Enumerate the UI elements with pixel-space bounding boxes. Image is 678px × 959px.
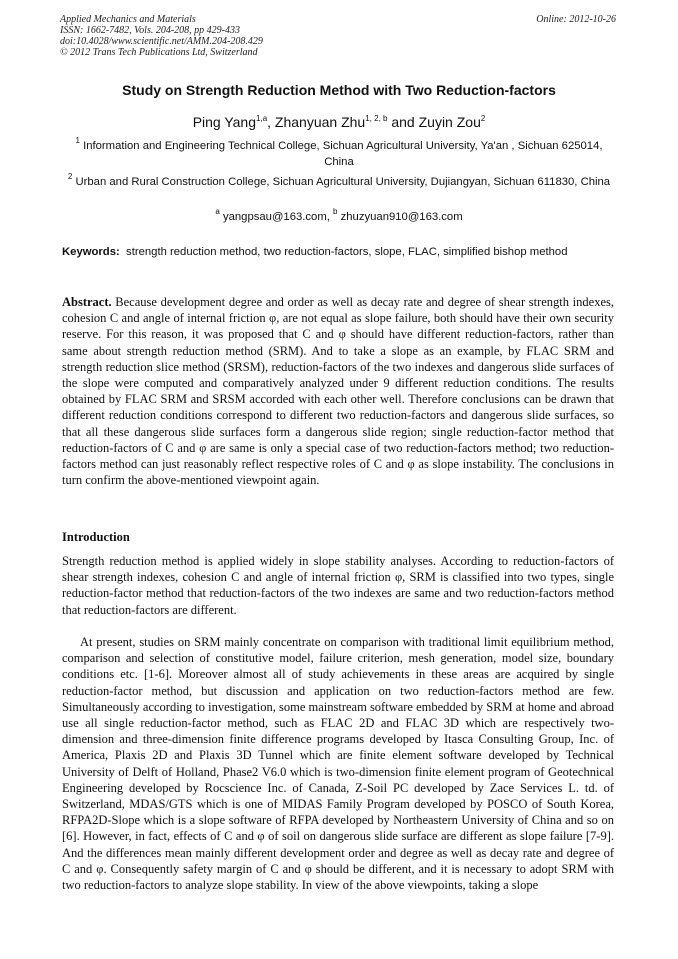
email-link[interactable]: zhuzyuan910@163.com xyxy=(340,211,463,223)
online-date: Online: 2012-10-26 xyxy=(536,14,616,25)
keywords-section xyxy=(62,245,614,260)
author-emails: $^a$ yangpsau@163.com, $^b$ zhuzyuan910@163.com xyxy=(215,207,463,223)
author-affiliation-marker: 2 xyxy=(480,114,486,123)
keywords-label: Keywords: xyxy=(62,246,120,258)
author-affiliation-marker: 1,a xyxy=(256,114,268,123)
paragraph: At present, studies on SRM mainly concentrate on comparison with traditional limit equilibrium method, comparison and selection of constitutive model, failure criterion, mesh generation, model size, boundary conditions etc. [1-6]. Moreover almost all of study achievements in these areas are acquired by single reduction-factor method, but discussion and application on two reduction-factors method are few. Simultaneously according to investigation, some mainstream software embedded by SRM at home and abroad use all single reduction-factor method, such as FLAC 2D and FLAC 3D which are respectively two-dimension and three-dimension finite difference programs developed by Itasca Consulting Group, Inc. of America, Plaxis 2D and Plaxis 3D Tunnel which are finite element software developed by Technical University of Delft of Holland, Phase2 V6.0 which is two-dimension finite element program of Geotechnical Engineering developed by Rocscience Inc. of Canada, Z-Soil PC developed by Zace Services L. td. of Switzerland, MDAS/GTS which is one of MIDAS Family Program developed by POSCO of South Korea, RFPA2D-Slope which is a slope software of RFPA developed by Northeastern University of China and so on [6]. However, in fact, effects of C and φ of soil on dangerous slide surface are different as slope failure [7-9]. And the differences mean mainly different development order and degree as well as decay rate and degree of C and φ. Consequently safety margin of C and φ should be different, and it is necessary to adopt SRM with two reduction-factors to analyze slope stability. In view of the above viewpoints, taking a slope xyxy=(62,635,614,893)
journal-header xyxy=(60,14,263,58)
author-name: Zhanyuan Zhu xyxy=(274,114,366,130)
copyright-line: © 2012 Trans Tech Publications Ltd, Switzerland xyxy=(60,47,258,58)
affiliation-text: Urban and Rural Construction College, Sichuan Agricultural University, Dujiangyan, Sichuan 611830, China xyxy=(75,176,611,188)
keywords-text: strength reduction method, two reduction-factors, slope, FLAC, simplified bishop method xyxy=(126,246,568,258)
journal-name: Applied Mechanics and Materials xyxy=(60,14,196,25)
affiliation-1 xyxy=(60,138,618,170)
paper-title: Study on Strength Reduction Method with Two Reduction-factors xyxy=(122,82,556,98)
affiliation-marker: 1 xyxy=(75,136,80,145)
email-marker: a xyxy=(215,207,220,216)
author-affiliation-marker: 1, 2, b xyxy=(365,114,388,123)
issn-line: ISSN: 1662-7482, Vols. 204-208, pp 429-433 xyxy=(60,25,240,36)
abstract-section xyxy=(62,294,614,488)
abstract-text: Because development degree and order as well as decay rate and degree of shear strength indexes, cohesion C and angle of internal friction φ, are not equal as slope failure, both should have their own security reserve. For this reason, it was proposed that C and φ should have different reduction-factors, rather than same about strength reduction method (SRM). And to take a slope as an example, by FLAC SRM and strength reduction slice method (SRSM), reduction-factors of the two indexes and dangerous slide surfaces of the slope were computed and comparatively analyzed under 9 different reduction conditions. The results obtained by FLAC SRM and SRSM accorded with each other well. Therefore conclusions can be drawn that different reduction conditions correspond to different two reduction-factors and dangerous slide surfaces, so that all these dangerous slide surfaces form a dangerous slide region; single reduction-factor method that reduction-factors of C and φ are same is only a special case of two reduction-factors method; two reduction-factors method can just reasonably reflect respective roles of C and φ as slope instability. The conclusions in turn confirm the above-mentioned viewpoint again. xyxy=(62,295,614,488)
abstract-label: Abstract. xyxy=(62,295,112,309)
author-list xyxy=(40,114,638,130)
doi-line: doi:10.4028/www.scientific.net/AMM.204-208.429 xyxy=(60,36,263,47)
author-name: Zuyin Zou xyxy=(418,114,481,130)
author-separator: , xyxy=(267,114,275,130)
email-marker: b xyxy=(333,207,338,216)
section-heading-introduction: Introduction xyxy=(62,530,130,544)
affiliation-text: Information and Engineering Technical College, Sichuan Agricultural University, Ya'an , Sichuan 625014, China xyxy=(83,140,603,168)
author-separator: and xyxy=(387,114,419,130)
email-link[interactable]: yangpsau@163.com xyxy=(222,211,327,223)
paragraph: Strength reduction method is applied widely in slope stability analyses. According to reduction-factors of shear strength indexes, cohesion C and angle of internal friction φ, SRM is classified into two types, single reduction-factor method that reduction-factors of the two indexes are same and two reduction-factors method that reduction-factors are different. xyxy=(62,554,614,617)
author-name: Ping Yang xyxy=(192,114,257,130)
affiliation-marker: 2 xyxy=(67,172,73,181)
affiliation-2 xyxy=(60,174,618,190)
